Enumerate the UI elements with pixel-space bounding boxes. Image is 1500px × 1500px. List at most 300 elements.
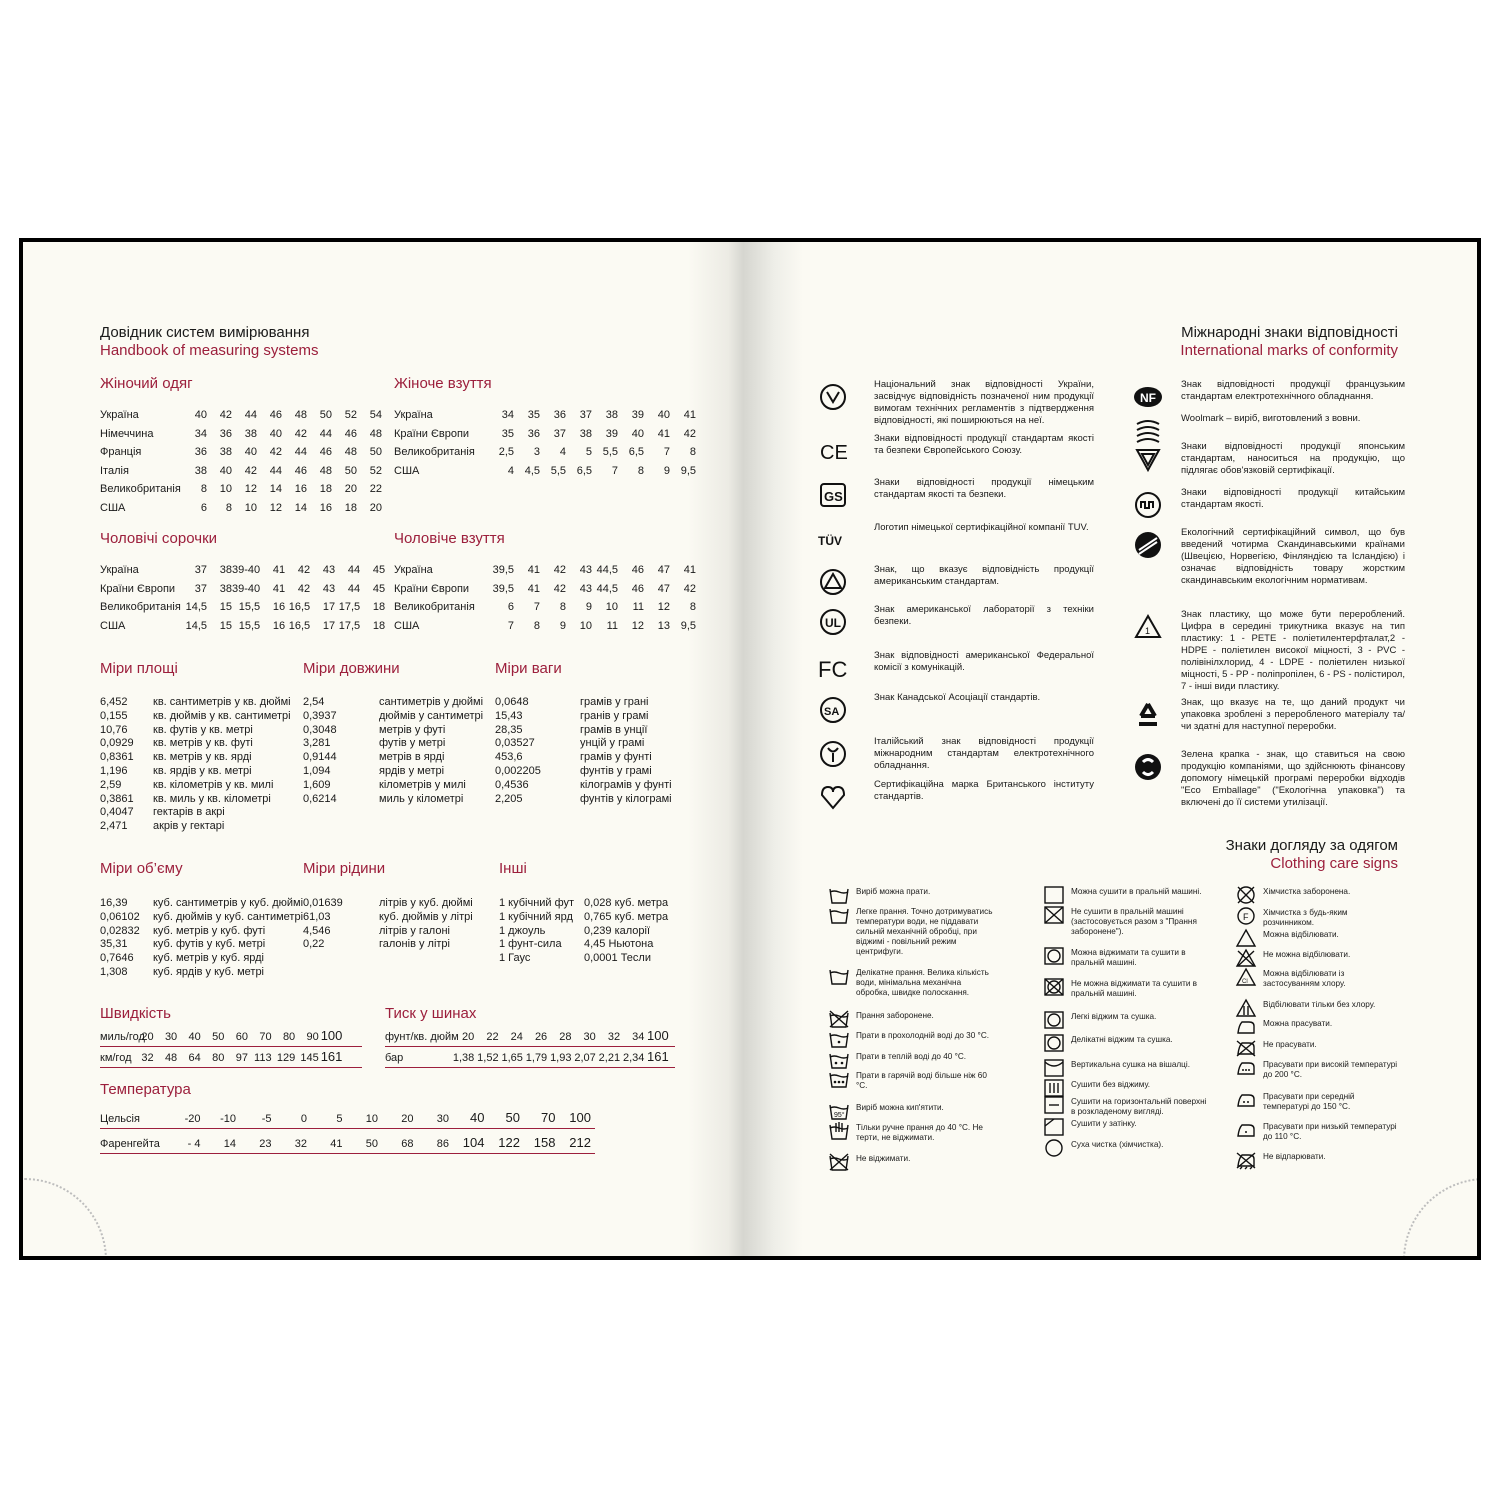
conversion-value: 453,6: [495, 751, 523, 764]
conversion-value: 0,9144: [303, 751, 337, 764]
mark-description: Знаки відповідності продукції німецьким стандартам якості та безпеки.: [874, 477, 1094, 500]
size-cell: 7: [611, 464, 618, 477]
range-label: км/год: [100, 1052, 132, 1064]
range-cell: 32: [294, 1138, 307, 1150]
size-cell: 17: [322, 619, 336, 632]
size-cell: 6: [507, 601, 514, 614]
size-cell: 39-40: [232, 564, 261, 577]
size-cell: 17: [322, 601, 336, 614]
volume-title: Міри об’єму: [100, 860, 183, 877]
range-cell: 23: [259, 1138, 272, 1150]
range-cell: -20: [184, 1113, 201, 1125]
conversion-value: 1 кубічний фут: [499, 897, 575, 909]
size-cell: 14: [294, 501, 307, 514]
range-cell: 30: [164, 1031, 178, 1043]
size-cell: 10: [244, 501, 257, 514]
tuv-mark-icon: [818, 525, 848, 555]
size-cell: 4: [507, 464, 514, 477]
size-cell: 50: [319, 409, 332, 422]
non-chlorine-bleach-icon: [1235, 998, 1255, 1016]
size-cell: 40: [631, 427, 644, 440]
range-cell: 50: [365, 1138, 378, 1150]
left-title-ua: Довідник систем вимірювання: [100, 324, 310, 341]
japan-mark-icon: [1133, 444, 1163, 474]
range-cell: 30: [436, 1113, 449, 1125]
size-cell: 47: [657, 582, 670, 595]
care-description: Делікатні віджим та сушка.: [1071, 1035, 1173, 1044]
conversion-desc: гранів у грамі: [580, 709, 649, 722]
temperature-table: [100, 1104, 595, 1154]
conversion-value: 3,281: [303, 737, 331, 750]
care-description: Можна прасувати.: [1263, 1019, 1333, 1028]
range-cell: 86: [436, 1138, 449, 1150]
care-description: Суха чистка (хімчистка).: [1071, 1140, 1164, 1149]
care-description: Легкі віджим та сушка.: [1071, 1012, 1157, 1021]
corner-ornament-right: [1403, 1178, 1481, 1260]
care-description: Не можна відбілювати.: [1263, 950, 1351, 959]
size-cell: 4,5: [524, 464, 540, 477]
conversion-desc: куб. футів у куб. метрі: [153, 938, 266, 951]
size-cell: 39,5: [492, 564, 514, 577]
care-description: Можна відбілювати.: [1263, 930, 1339, 939]
size-cell: 46: [344, 427, 357, 440]
conversion-value: 35,31: [100, 938, 128, 951]
size-cell: 10: [605, 601, 618, 614]
conversion-value: 0,3861: [100, 792, 134, 805]
range-cell: 161: [646, 1049, 669, 1064]
conversion-value: 0,3937: [303, 709, 337, 722]
table-row: [100, 499, 382, 518]
size-cell: 6: [200, 501, 207, 514]
size-cell: 43: [322, 582, 336, 595]
mark-description: Знак американської лабораторії з техніки безпеки.: [874, 604, 1094, 627]
size-cell: 45: [372, 564, 386, 577]
conversion-value: 2,54: [303, 696, 325, 708]
conversion-value: 0,7646: [100, 952, 134, 965]
size-cell: 12: [244, 483, 257, 496]
flat-dry-icon: [1043, 1095, 1063, 1113]
size-cell: 48: [319, 464, 332, 477]
care-description: Хімчистка заборонена.: [1263, 887, 1351, 896]
size-cell: 38: [579, 427, 592, 440]
range-cell: 40: [188, 1031, 201, 1043]
size-cell: 38: [219, 564, 232, 577]
size-cell: 16: [272, 601, 286, 614]
size-cell: 41: [683, 409, 696, 422]
care-description: Делікатне прання. Велика кількість води, мінімальна механічна обробка, швидке полоскання.: [856, 968, 989, 997]
size-cell: 38: [219, 446, 232, 459]
no-tumble-dry-icon: [1043, 905, 1063, 923]
range-cell: 129: [276, 1052, 296, 1064]
size-cell: 3: [533, 446, 540, 459]
page-gutter: [688, 242, 803, 1256]
conversion-value: 16,39: [100, 897, 128, 909]
size-cell: 46: [294, 464, 307, 477]
range-cell: 100: [646, 1028, 669, 1043]
size-cell: 5,5: [602, 446, 618, 459]
range-cell: 26: [534, 1031, 548, 1043]
care-description: Можна віджимати та сушити в пральній машині.: [1071, 948, 1186, 967]
iron-icon: [1235, 1017, 1255, 1035]
range-row: [385, 1026, 675, 1047]
conversion-desc: кв. кілометрів у кв. милі: [153, 778, 274, 791]
range-cell: 90: [306, 1031, 319, 1043]
conversion-value: 0,3048: [303, 723, 337, 736]
left-title-en: Handbook of measuring systems: [100, 342, 319, 359]
no-bleach-icon: [1235, 948, 1255, 966]
table-row: [100, 561, 385, 580]
row-label: США: [100, 501, 126, 514]
conversion-desc: 0,028 куб. метра: [584, 897, 669, 909]
size-cell: 41: [272, 564, 286, 577]
conversion-value: 1,308: [100, 965, 128, 978]
conversion-value: 1,609: [303, 778, 331, 791]
recycle-triangle-icon: [1133, 612, 1163, 642]
conversion-value: 0,06102: [100, 910, 140, 923]
range-cell: 48: [164, 1052, 178, 1064]
range-row: [100, 1129, 595, 1154]
tires-title: Тиск у шинах: [385, 1005, 477, 1022]
care-description: Не відпарювати.: [1263, 1152, 1326, 1161]
size-cell: 14: [269, 483, 282, 496]
conversion-desc: кілограмів у фунті: [580, 778, 672, 791]
size-cell: 8: [200, 483, 207, 496]
size-cell: 16: [294, 483, 307, 496]
size-cell: 38: [605, 409, 618, 422]
drip-dry-icon: [1043, 1078, 1063, 1096]
size-cell: 40: [657, 409, 670, 422]
conversion-value: 61,03: [303, 910, 331, 923]
size-cell: 6,5: [628, 446, 644, 459]
conversion-desc: 4,45 Ньютона: [584, 938, 654, 951]
table-row: [100, 480, 382, 499]
range-label: миль/год: [100, 1031, 145, 1043]
conversion-value: 2,205: [495, 792, 523, 805]
size-cell: 42: [553, 582, 566, 595]
mark-description: Знак відповідності американської Федеральної комісії з комунікацій.: [874, 650, 1094, 673]
care-description: Прати в прохолодній воді до 30 °С.: [856, 1031, 990, 1040]
size-cell: 40: [194, 409, 207, 422]
range-cell: 1,52: [477, 1052, 499, 1064]
conversion-desc: 0,239 калорії: [584, 924, 651, 937]
range-cell: 104: [462, 1135, 485, 1150]
no-dry-clean-icon: [1235, 885, 1255, 903]
range-cell: 2,34: [622, 1052, 645, 1064]
size-cell: 11: [606, 619, 618, 632]
care-description: Вертикальна сушка на вішалці.: [1071, 1060, 1190, 1069]
size-cell: 46: [631, 564, 644, 577]
size-cell: 46: [319, 446, 332, 459]
size-cell: 41: [657, 427, 670, 440]
size-cell: 44: [269, 464, 282, 477]
iron-low-icon: [1235, 1120, 1255, 1138]
range-cell: 1,79: [525, 1052, 548, 1064]
svg-text:1: 1: [1145, 626, 1151, 636]
conversion-desc: куб. дюймів у куб. сантиметрі: [153, 910, 304, 923]
size-cell: 9,5: [680, 619, 696, 632]
size-cell: 46: [631, 582, 644, 595]
size-cell: 44,5: [596, 564, 618, 577]
size-cell: 39: [605, 427, 618, 440]
size-cell: 38: [219, 582, 232, 595]
range-cell: 22: [486, 1031, 499, 1043]
range-cell: 2,07: [574, 1052, 596, 1064]
tumble-dry-icon: [1043, 885, 1063, 903]
range-cell: 0: [300, 1113, 307, 1125]
conversion-desc: кв. сантиметрів у кв. дюймі: [153, 696, 291, 708]
area-title: Міри площі: [100, 660, 178, 677]
conversion-desc: кв. метрів у кв. ярді: [153, 751, 252, 764]
womens-shoes-table: [394, 406, 696, 480]
size-cell: 18: [372, 601, 386, 614]
no-wring-icon: [828, 1152, 848, 1170]
conversion-value: 15,43: [495, 709, 523, 722]
open-notebook: [19, 238, 1481, 1260]
conversion-desc: літрів у галоні: [379, 924, 450, 937]
size-cell: 34: [194, 427, 207, 440]
row-label: США: [394, 464, 420, 477]
corner-ornament-left: [19, 1178, 107, 1260]
liquid-title: Міри рідини: [303, 860, 386, 877]
range-cell: 41: [330, 1138, 343, 1150]
size-cell: 36: [527, 427, 540, 440]
american-standard-icon: [818, 567, 848, 597]
row-label: Італія: [100, 464, 129, 477]
size-cell: 20: [344, 483, 357, 496]
conversion-value: 1,094: [303, 764, 331, 777]
size-cell: 6,5: [576, 464, 592, 477]
size-cell: 44,5: [596, 582, 618, 595]
size-cell: 20: [369, 501, 382, 514]
tires-table: [385, 1026, 675, 1068]
row-label: Німеччина: [100, 427, 154, 440]
size-cell: 17,5: [338, 619, 361, 632]
mark-description: Національний знак відповідності України, засвідчує відповідність позначеної ним продукції вимогам технічних регламентів з підтвердження відповідності, які поширюються на неї.: [874, 379, 1094, 426]
mark-description: Логотип німецької сертифікаційної компанії TUV.: [874, 522, 1089, 533]
range-cell: 80: [212, 1052, 225, 1064]
conversion-value: 6,452: [100, 696, 128, 708]
conversion-desc: ярдів у метрі: [379, 764, 445, 777]
range-cell: 20: [401, 1113, 414, 1125]
care-description: Виріб можна прати.: [856, 887, 931, 896]
ukraine-mark-icon: [818, 382, 848, 412]
conversion-desc: дюймів у сантиметрі: [379, 709, 484, 722]
range-row: [100, 1104, 595, 1129]
range-cell: 1,93: [550, 1052, 572, 1064]
size-cell: 42: [297, 564, 311, 577]
range-row: [100, 1047, 362, 1068]
size-cell: 48: [369, 427, 382, 440]
row-label: Великобританія: [100, 483, 181, 496]
svg-text:Cl: Cl: [1242, 979, 1248, 985]
table-row: [100, 462, 382, 481]
size-cell: 40: [269, 427, 282, 440]
wash-95-icon: [828, 1101, 848, 1119]
row-label: Великобританія: [394, 601, 475, 614]
range-cell: 14: [223, 1138, 236, 1150]
size-cell: 44: [294, 446, 307, 459]
svg-text:CE: CE: [820, 442, 848, 464]
size-cell: 50: [369, 446, 382, 459]
size-cell: 45: [372, 582, 386, 595]
size-cell: 48: [294, 409, 307, 422]
no-wash-icon: [828, 1009, 848, 1027]
conversion-value: 0,01639: [303, 897, 343, 909]
size-cell: 37: [194, 564, 207, 577]
size-cell: 12: [657, 601, 670, 614]
size-cell: 41: [272, 582, 286, 595]
weight-title: Міри ваги: [495, 660, 562, 677]
size-cell: 38: [244, 427, 257, 440]
size-cell: 43: [322, 564, 336, 577]
woolmark-icon: [1133, 416, 1163, 446]
range-cell: 40: [470, 1110, 485, 1125]
conversion-desc: куб. дюймів у літрі: [379, 910, 473, 923]
size-cell: 43: [579, 582, 592, 595]
care-description: Сушити без віджиму.: [1071, 1080, 1151, 1089]
row-label: Країни Європи: [394, 582, 470, 595]
conversion-desc: фунтів у грамі: [580, 764, 652, 777]
size-cell: 37: [553, 427, 566, 440]
size-cell: 12: [631, 619, 644, 632]
care-description: Не віджимати.: [856, 1154, 911, 1163]
size-cell: 47: [657, 564, 670, 577]
no-spin-dry-icon: [1043, 977, 1063, 995]
svg-text:95°: 95°: [834, 1112, 845, 1119]
size-cell: 10: [579, 619, 592, 632]
size-cell: 44: [347, 564, 361, 577]
row-label: Україна: [100, 564, 139, 577]
mark-description: Woolmark – виріб, виготовлений з вовни.: [1181, 413, 1361, 424]
range-cell: 68: [401, 1138, 414, 1150]
range-cell: 20: [462, 1031, 475, 1043]
mens-shoes-table: [394, 561, 696, 635]
svg-text:UL: UL: [825, 616, 841, 630]
conversion-desc: куб. метрів у куб. ярді: [153, 952, 264, 965]
ce-mark-icon: [818, 436, 848, 466]
range-cell: 158: [533, 1135, 556, 1150]
row-label: Країни Європи: [100, 582, 176, 595]
size-cell: 8: [533, 619, 540, 632]
spin-dry-icon: [1043, 946, 1063, 964]
mark-description: Знаки відповідності продукції стандартам якості та безпеки Європейського Союзу.: [874, 433, 1094, 456]
conversion-desc: унцій у грамі: [580, 737, 645, 750]
wash-40-icon: [828, 1050, 848, 1068]
mens-shirts-title: Чоловічі сорочки: [100, 530, 218, 547]
conversion-desc: миль у кілометрі: [379, 792, 464, 805]
line-dry-icon: [1043, 1058, 1063, 1076]
bsi-kitemark-icon: [818, 782, 848, 812]
mark-description: Екологічний сертифікаційний символ, що був введений чотирма Скандинавськими країнами (Швецією, Норвегією, Фінляндією та Ісландією) і означає відповідність товару жорстким скандинавським екологічним нормативам.: [1181, 527, 1405, 586]
size-cell: 42: [219, 409, 232, 422]
conversion-desc: акрів у гектарі: [153, 820, 225, 833]
row-label: Україна: [394, 409, 433, 422]
range-cell: 32: [607, 1031, 621, 1043]
hand-wash-icon: [828, 1121, 848, 1139]
bleach-icon: [1235, 928, 1255, 946]
size-cell: 12: [269, 501, 282, 514]
size-cell: 16: [272, 619, 286, 632]
range-cell: 34: [632, 1031, 645, 1043]
size-cell: 52: [344, 409, 357, 422]
range-cell: 100: [320, 1028, 343, 1043]
conversion-desc: фунтів у кілограмі: [580, 792, 672, 805]
conversion-desc: грамів в унції: [580, 723, 648, 736]
care-description: Не сушити в пральній машині (застосовується разом з "Прання заборонене").: [1071, 907, 1197, 936]
size-cell: 41: [527, 582, 540, 595]
size-cell: 15,5: [238, 601, 261, 614]
table-row: [394, 580, 696, 599]
iron-high-icon: [1235, 1058, 1255, 1076]
conversion-value: 10,76: [100, 723, 128, 736]
fcc-mark-icon: [818, 653, 848, 683]
row-label: Країни Європи: [394, 427, 470, 440]
conversion-desc: гектарів в акрі: [153, 806, 225, 819]
delicate-spin-icon: [1043, 1033, 1063, 1051]
conversion-value: 2,59: [100, 778, 122, 791]
size-cell: 46: [269, 409, 282, 422]
size-cell: 15: [219, 601, 232, 614]
conversion-desc: метрів в ярді: [379, 751, 445, 764]
size-cell: 16,5: [288, 619, 311, 632]
conversion-value: 4,546: [303, 924, 331, 937]
conversion-desc: кв. футів у кв. метрі: [153, 723, 253, 736]
dry-clean-icon: [1043, 1138, 1063, 1156]
green-dot-icon: [1133, 752, 1163, 782]
conversion-desc: грамів у фунті: [580, 751, 652, 764]
size-cell: 48: [344, 446, 357, 459]
size-cell: 42: [553, 564, 566, 577]
other-title: Інші: [499, 860, 527, 877]
size-cell: 7: [533, 601, 540, 614]
mark-description: Італійський знак відповідності продукції міжнародним стандартам електротехнічного обладнання.: [874, 736, 1094, 771]
svg-text:SA: SA: [824, 706, 840, 718]
svg-text:F: F: [1243, 912, 1249, 922]
dry-clean-f-icon: [1235, 906, 1255, 924]
table-row: [394, 425, 696, 444]
size-cell: 14,5: [185, 601, 207, 614]
size-cell: 42: [683, 427, 696, 440]
row-label: США: [100, 619, 126, 632]
right-title-ua: Міжнародні знаки відповідності: [1181, 324, 1398, 341]
table-row: [394, 617, 696, 636]
nordic-swan-icon: [1133, 530, 1163, 560]
size-cell: 35: [501, 427, 514, 440]
conversion-value: 0,03527: [495, 737, 535, 750]
range-cell: 97: [235, 1052, 248, 1064]
table-row: [394, 406, 696, 425]
temperature-title: Температура: [100, 1081, 191, 1098]
size-cell: 15: [219, 619, 232, 632]
table-row: [394, 598, 696, 617]
speed-table: [100, 1026, 362, 1068]
conversion-desc: куб. сантиметрів у куб. дюймі: [153, 897, 304, 909]
mark-description: Знаки відповідності продукції японським стандартам, наноситься на продукцію, що підлягає обов'язковій сертифікації.: [1181, 441, 1405, 476]
size-cell: 41: [683, 564, 696, 577]
range-cell: 161: [320, 1049, 343, 1064]
conversion-value: 0,4047: [100, 806, 134, 819]
size-cell: 18: [319, 483, 332, 496]
size-cell: 13: [657, 619, 670, 632]
womens-clothing-table: [100, 406, 382, 517]
range-row: [385, 1047, 675, 1068]
size-cell: 41: [527, 564, 540, 577]
range-cell: 20: [141, 1031, 154, 1043]
conversion-desc: футів у метрі: [379, 737, 446, 750]
svg-text:TÜV: TÜV: [818, 534, 842, 548]
care-description: Прасувати при низькій температурі до 110 °С.: [1263, 1122, 1397, 1141]
size-cell: 8: [689, 446, 696, 459]
